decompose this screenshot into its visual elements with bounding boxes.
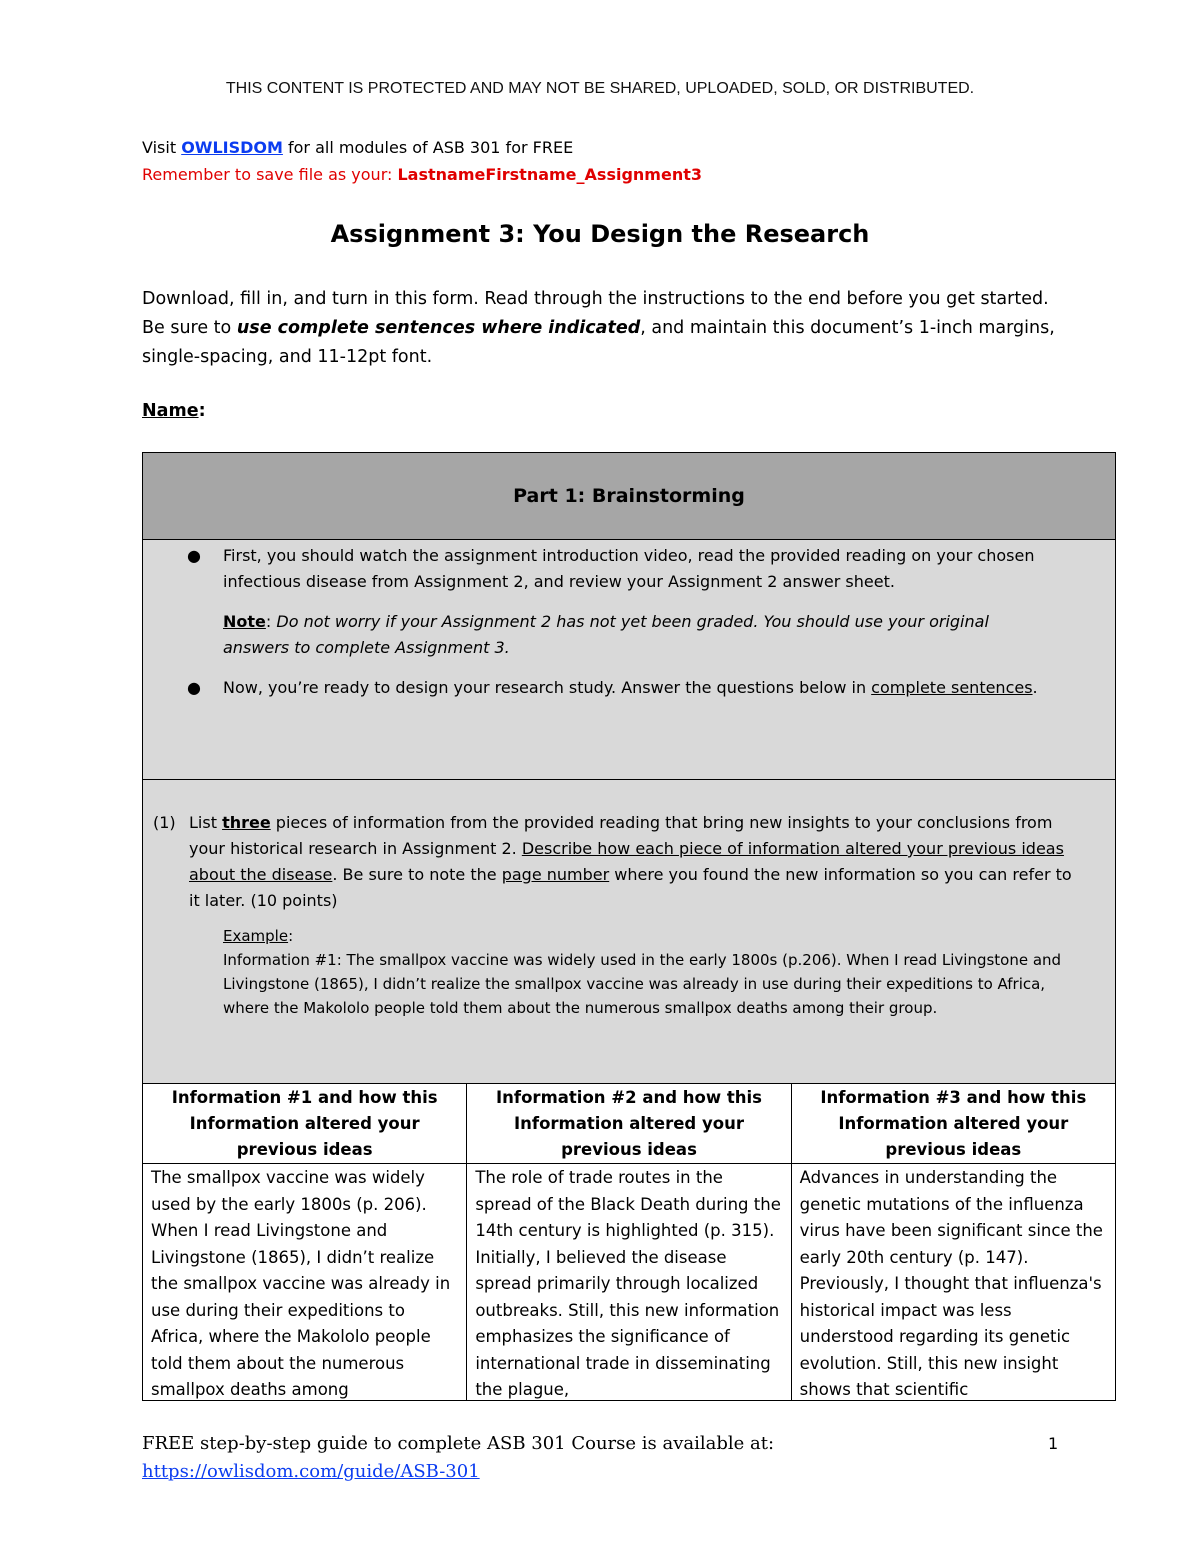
bullet2-text <box>223 675 1038 701</box>
footer-link[interactable]: https://owlisdom.com/guide/ASB-301 <box>142 1461 480 1482</box>
q-text-7: where you found the new information so you can refer to it later. (10 points) <box>189 865 1072 910</box>
question-number: (1) <box>153 813 176 832</box>
info-header-2: Information #2 and how this Information altered your previous ideas <box>467 1084 790 1164</box>
filename: LastnameFirstname_Assignment3 <box>397 165 702 184</box>
info-column-3 <box>792 1084 1115 1400</box>
part1-header: Part 1: Brainstorming <box>143 453 1115 540</box>
intro-part1: Download, fill in, and turn in this form. Read through the instructions to the end before you get started. Be sure to <box>142 289 1049 338</box>
q-page-number: page number <box>501 865 610 884</box>
bullet-icon: ● <box>187 546 201 565</box>
visit-prefix: Visit <box>142 138 182 157</box>
q-text-1: List <box>189 813 223 832</box>
q-describe: Describe how each piece of information altered your previous ideas about the disease <box>189 839 1064 884</box>
name-label-text: Name <box>142 401 199 421</box>
bullet-icon: ● <box>187 678 201 697</box>
q-three: three <box>222 813 271 832</box>
visit-line <box>142 138 573 157</box>
question-1 <box>143 780 1115 1084</box>
info-grid <box>143 1084 1115 1400</box>
page-title: Assignment 3: You Design the Research <box>330 220 870 248</box>
bullet1-text: First, you should watch the assignment introduction video, read the provided reading on your chosen infectious disease from Assignment 2, and review your Assignment 2 answer sheet. <box>223 546 1035 591</box>
owlisdom-link[interactable]: OWLISDOM <box>181 138 283 157</box>
intro-part2: , and maintain this document’s 1-inch margins, single-spacing, and 11-12pt font. <box>142 318 1055 367</box>
assignment-table <box>142 452 1116 1401</box>
note <box>223 609 1055 661</box>
info-column-1 <box>143 1084 467 1400</box>
info-header-3: Information #3 and how this Information altered your previous ideas <box>792 1084 1115 1164</box>
instruction-bullet <box>187 543 1055 595</box>
note-colon: : <box>265 612 272 631</box>
footer-text: FREE step-by-step guide to complete ASB 301 Course is available at: <box>142 1433 775 1454</box>
footer <box>142 1430 774 1486</box>
info-cell-1[interactable]: The smallpox vaccine was widely used by the early 1800s (p. 206). When I read Livingstone and Livingstone (1865), I didn’t realize the smallpox vaccine was already in use during their expeditions to Africa, where the Makololo people told them about the numerous smallpox deaths among <box>151 1168 451 1399</box>
info-header-1: Information #1 and how this Information altered your previous ideas <box>143 1084 466 1164</box>
q-text-5: . Be sure to note the <box>332 865 502 884</box>
example-text: Information #1: The smallpox vaccine was widely used in the early 1800s (p.206). When I read Livingstone and Livingstone (1865), I didn’t realize the smallpox vaccine was already in use during their expeditions to Africa, where the Makololo people told them about the numerous smallpox deaths among their group. <box>223 951 1062 1017</box>
protected-notice: THIS CONTENT IS PROTECTED AND MAY NOT BE SHARED, UPLOADED, SOLD, OR DISTRIBUTED. <box>225 80 975 97</box>
info-cell-3[interactable]: Advances in understanding the genetic mutations of the influenza virus have been significant since the early 20th century (p. 147). Previously, I thought that influenza's historical impact was less understood regarding its genetic evolution. Still, this new insight shows that scientific <box>799 1168 1103 1399</box>
instruction-bullet <box>187 675 1055 701</box>
bullet2-prefix: Now, you’re ready to design your research study. Answer the questions below in <box>223 678 872 697</box>
question-text <box>189 810 1079 914</box>
name-label-colon: : <box>198 401 206 421</box>
intro-emphasis: use complete sentences where indicated <box>236 318 641 338</box>
example-block <box>223 924 1079 1020</box>
bullet2-suffix: . <box>1032 678 1038 697</box>
name-label <box>142 401 206 421</box>
q-text-3: pieces of information from the provided reading that bring new insights to your conclusions from your historical research in Assignment 2. <box>189 813 1053 858</box>
example-label: Example <box>223 927 289 945</box>
note-text: Do not worry if your Assignment 2 has not yet been graded. You should use your original answers to complete Assignment 3. <box>223 612 989 657</box>
note-label: Note <box>223 612 266 631</box>
info-cell-2[interactable]: The role of trade routes in the spread of the Black Death during the 14th century is highlighted (p. 315). Initially, I believed the disease spread primarily through localized outbreaks. Still, this new information emphasizes the significance of international trade in disseminating the plague, <box>475 1168 781 1399</box>
intro-paragraph <box>142 285 1062 372</box>
example-colon: : <box>288 927 294 945</box>
part1-instructions <box>143 540 1115 780</box>
remember-prefix: Remember to save file as your: <box>142 165 398 184</box>
info-column-2 <box>467 1084 791 1400</box>
page-number: 1 <box>1048 1434 1059 1453</box>
remember-line <box>142 165 702 184</box>
visit-suffix: for all modules of ASB 301 for FREE <box>282 138 574 157</box>
complete-sentences-link: complete sentences <box>871 678 1033 697</box>
